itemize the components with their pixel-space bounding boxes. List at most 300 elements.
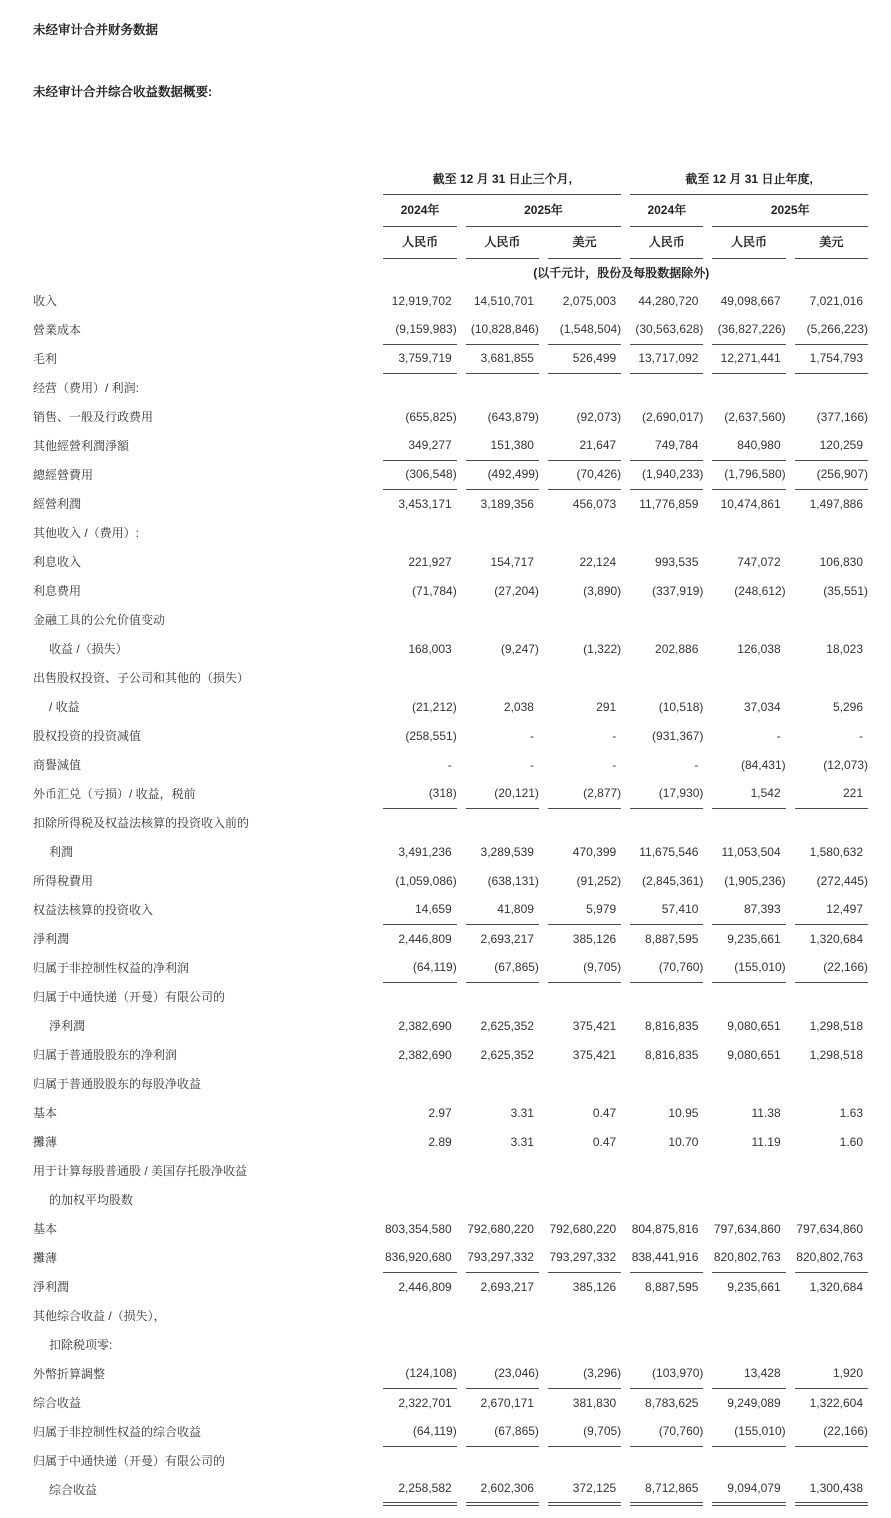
period-header-row: [33, 164, 868, 194]
cell-value: [457, 1301, 539, 1330]
value-text: 8,783,625: [645, 1395, 699, 1410]
value-text: 2,382,690: [398, 1047, 452, 1062]
value-text: 14,659: [415, 902, 452, 916]
table-row: [33, 692, 868, 721]
cell-value: [374, 663, 456, 692]
row-label: 所得稅費用: [33, 874, 94, 888]
cell-value: [703, 1475, 785, 1504]
value-text: 221: [842, 786, 863, 800]
table-row: [33, 489, 868, 518]
cell-value: [703, 547, 785, 576]
value-text: (67,865): [494, 1424, 539, 1438]
value-text: 13,428: [743, 1366, 781, 1380]
cell-value: [786, 1388, 868, 1417]
row-label: 归属于非控制性权益的综合收益: [33, 1425, 202, 1439]
cell-value: [457, 837, 539, 866]
cell-value: [786, 837, 868, 866]
cell-value: [374, 924, 456, 953]
value-text: (10,518): [658, 699, 704, 714]
table-row: [33, 1069, 868, 1098]
value-text: (12,073): [823, 757, 868, 772]
currency-header-cell: [621, 226, 703, 258]
row-label: 經營利潤: [33, 497, 82, 511]
value-text: 747,072: [737, 554, 781, 569]
cell-value: [786, 663, 868, 692]
header-spacer: [33, 258, 374, 286]
row-label: 用于计算每股普通股 / 美国存托股净收益: [33, 1164, 248, 1178]
value-text: -: [859, 728, 863, 743]
cell-value: [457, 924, 539, 953]
row-label: 出售股权投资、子公司和其他的（损失）: [33, 671, 250, 685]
value-text: 2,382,690: [398, 1018, 452, 1033]
unit-note-row: [33, 258, 868, 286]
cell-value: [539, 1098, 621, 1127]
row-label: 归属于普通股股东的净利润: [33, 1048, 178, 1062]
cell-value: [786, 779, 868, 808]
cell-value: [621, 460, 703, 489]
cell-value: [539, 1446, 621, 1475]
table-row: [33, 1446, 868, 1475]
value-text: 349,277: [408, 438, 452, 452]
value-text: (20,121): [494, 786, 539, 800]
cell-value: [457, 1272, 539, 1301]
row-label: 扣除税项零:: [49, 1338, 113, 1352]
cell-value: [621, 315, 703, 344]
value-text: 12,271,441: [720, 351, 781, 365]
value-text: (931,367): [652, 728, 704, 743]
row-label: / 收益: [49, 700, 80, 714]
currency-header: 美元: [548, 226, 621, 259]
cell-value: [374, 431, 456, 460]
cell-value: [539, 953, 621, 982]
value-text: (64,119): [412, 1424, 457, 1438]
year-header-cell: [621, 194, 703, 226]
value-text: 168,003: [408, 641, 452, 656]
cell-value: [786, 460, 868, 489]
row-label: 经营（费用）/ 利润:: [33, 381, 140, 395]
cell-value: [539, 1040, 621, 1069]
value-text: (71,784): [412, 583, 457, 598]
cell-value: [786, 1359, 868, 1388]
value-text: (92,073): [576, 409, 622, 424]
value-text: (306,548): [405, 467, 457, 481]
table-row: [33, 1011, 868, 1040]
value-text: 792,680,220: [467, 1221, 534, 1236]
row-label: 總經營費用: [33, 468, 94, 482]
value-text: (1,059,086): [395, 873, 457, 888]
value-text: (258,551): [405, 728, 457, 743]
value-text: 2,258,582: [398, 1480, 452, 1495]
cell-value: [703, 1388, 785, 1417]
value-text: 2,625,352: [480, 1047, 534, 1062]
unit-note-cell: [374, 258, 868, 286]
table-row: [33, 1272, 868, 1301]
cell-value: [703, 982, 785, 1011]
value-text: (9,247): [500, 641, 539, 656]
cell-value: [457, 692, 539, 721]
cell-value: [539, 1214, 621, 1243]
cell-value: [703, 808, 785, 837]
cell-value: [621, 431, 703, 460]
value-text: (17,930): [658, 786, 704, 800]
cell-value: [621, 1388, 703, 1417]
value-text: 9,080,651: [727, 1018, 781, 1033]
value-text: (5,266,223): [806, 322, 868, 336]
cell-value: [457, 1446, 539, 1475]
value-text: (84,431): [740, 757, 786, 772]
cell-value: [374, 1475, 456, 1504]
cell-value: [457, 1156, 539, 1185]
value-text: 10,474,861: [720, 496, 781, 511]
cell-value: [539, 1417, 621, 1446]
value-text: 820,802,763: [713, 1250, 781, 1264]
cell-value: [374, 344, 456, 373]
value-text: 120,259: [819, 438, 863, 452]
value-text: 2,446,809: [398, 1279, 452, 1294]
value-text: 797,634,860: [713, 1221, 781, 1236]
value-text: 375,421: [572, 1047, 617, 1062]
row-label: 金融工具的公允价值变动: [33, 613, 166, 627]
cell-value: [539, 431, 621, 460]
value-text: 793,297,332: [549, 1250, 617, 1264]
year-header: 2024年: [630, 194, 703, 227]
value-text: 2.89: [428, 1134, 452, 1149]
row-label: 利潤: [49, 845, 74, 859]
row-label: 外币汇兑（亏损）/ 收益，税前: [33, 787, 196, 801]
cell-value: [703, 576, 785, 605]
cell-value: [703, 1214, 785, 1243]
cell-value: [703, 663, 785, 692]
value-text: 372,125: [572, 1480, 617, 1495]
cell-value: [621, 1040, 703, 1069]
row-label: 利息费用: [33, 584, 82, 598]
row-label: 營業成本: [33, 323, 82, 337]
table-row: [33, 750, 868, 779]
value-text: -: [694, 757, 699, 772]
cell-value: [786, 634, 868, 663]
value-text: (318): [428, 786, 457, 800]
value-text: (3,296): [583, 1366, 622, 1380]
cell-value: [539, 605, 621, 634]
cell-value: [374, 1098, 456, 1127]
value-text: 803,354,580: [384, 1221, 452, 1236]
cell-value: [539, 1359, 621, 1388]
value-text: 1,320,684: [809, 1279, 863, 1294]
value-text: 11.38: [751, 1105, 781, 1120]
cell-value: [621, 1156, 703, 1185]
value-text: 2,446,809: [398, 931, 452, 946]
cell-value: [374, 779, 456, 808]
value-text: 2,038: [503, 699, 534, 714]
cell-value: [703, 1330, 785, 1359]
cell-value: [457, 634, 539, 663]
cell-value: [374, 1359, 456, 1388]
cell-value: [703, 692, 785, 721]
cell-value: [457, 402, 539, 431]
row-label: 扣除所得税及权益法核算的投资收入前的: [33, 816, 250, 830]
cell-value: [539, 315, 621, 344]
cell-value: [457, 1359, 539, 1388]
value-text: (1,322): [583, 641, 622, 656]
cell-value: [374, 953, 456, 982]
cell-value: [621, 286, 703, 315]
cell-value: [703, 721, 785, 750]
cell-value: [703, 315, 785, 344]
cell-value: [703, 489, 785, 518]
value-text: 0.47: [592, 1134, 617, 1149]
cell-value: [786, 1127, 868, 1156]
value-text: (1,796,580): [724, 467, 786, 481]
cell-value: [539, 634, 621, 663]
cell-value: [786, 1272, 868, 1301]
value-text: 381,830: [572, 1395, 617, 1410]
cell-value: [374, 982, 456, 1011]
cell-value: [539, 460, 621, 489]
cell-value: [621, 518, 703, 547]
value-text: (67,865): [494, 960, 539, 974]
value-text: (64,119): [412, 960, 457, 974]
value-text: (1,548,504): [559, 322, 622, 336]
cell-value: [786, 721, 868, 750]
table-row: [33, 837, 868, 866]
value-text: (272,445): [816, 873, 868, 888]
cell-value: [457, 1098, 539, 1127]
row-label: 权益法核算的投资收入: [33, 903, 154, 917]
table-row: [33, 895, 868, 924]
cell-value: [703, 518, 785, 547]
value-text: 9,094,079: [727, 1480, 781, 1495]
table-row: [33, 634, 868, 663]
row-label: 其他收入 /（费用）:: [33, 526, 140, 540]
cell-value: [457, 576, 539, 605]
value-text: (91,252): [576, 873, 622, 888]
value-text: 151,380: [490, 438, 534, 452]
cell-value: [457, 895, 539, 924]
value-text: 2,075,003: [562, 293, 617, 308]
cell-value: [457, 808, 539, 837]
currency-header: 人民币: [712, 226, 785, 259]
cell-value: [621, 1359, 703, 1388]
value-text: 1,298,518: [809, 1047, 863, 1062]
cell-value: [786, 431, 868, 460]
value-text: (1,940,233): [642, 467, 704, 481]
cell-value: [374, 460, 456, 489]
table-row: [33, 866, 868, 895]
value-text: 2,670,171: [480, 1395, 534, 1410]
cell-value: [786, 489, 868, 518]
cell-value: [621, 1330, 703, 1359]
value-text: (155,010): [734, 960, 786, 974]
table-body: [33, 286, 868, 1504]
currency-header-row: [33, 226, 868, 258]
row-label: 销售、一般及行政费用: [33, 410, 154, 424]
value-text: 456,073: [572, 496, 617, 511]
table-row: [33, 1127, 868, 1156]
cell-value: [374, 808, 456, 837]
cell-value: [703, 1301, 785, 1330]
value-text: 375,421: [572, 1018, 617, 1033]
cell-value: [374, 402, 456, 431]
cell-value: [621, 982, 703, 1011]
row-label: 基本: [33, 1222, 58, 1236]
cell-value: [374, 692, 456, 721]
cell-value: [457, 1040, 539, 1069]
value-text: (155,010): [734, 1424, 786, 1438]
table-row: [33, 286, 868, 315]
value-text: 792,680,220: [549, 1221, 617, 1236]
cell-value: [457, 460, 539, 489]
cell-value: [703, 1446, 785, 1475]
table-row: [33, 373, 868, 402]
value-text: 526,499: [572, 351, 617, 365]
table-row: [33, 315, 868, 344]
cell-value: [539, 402, 621, 431]
value-text: (103,970): [652, 1366, 704, 1380]
value-text: (124,108): [405, 1366, 457, 1380]
cell-value: [621, 1185, 703, 1214]
table-row: [33, 431, 868, 460]
table-row: [33, 1301, 868, 1330]
cell-value: [539, 982, 621, 1011]
value-text: -: [529, 757, 534, 772]
row-label: 综合收益: [33, 1396, 82, 1410]
value-text: (22,166): [823, 1424, 868, 1438]
value-text: 2,693,217: [480, 1279, 534, 1294]
cell-value: [703, 1069, 785, 1098]
cell-value: [621, 1098, 703, 1127]
cell-value: [374, 1388, 456, 1417]
cell-value: [457, 1475, 539, 1504]
cell-value: [539, 489, 621, 518]
cell-value: [786, 547, 868, 576]
cell-value: [703, 373, 785, 402]
table-row: [33, 1475, 868, 1504]
value-text: 993,535: [655, 554, 699, 569]
cell-value: [539, 576, 621, 605]
value-text: 202,886: [655, 641, 699, 656]
cell-value: [786, 982, 868, 1011]
cell-value: [621, 1069, 703, 1098]
cell-value: [786, 1417, 868, 1446]
value-text: 3,759,719: [398, 351, 452, 365]
cell-value: [621, 634, 703, 663]
value-text: 18,023: [826, 641, 863, 656]
year-header-cell: [703, 194, 868, 226]
cell-value: [374, 1330, 456, 1359]
table-row: [33, 1098, 868, 1127]
table-row: [33, 721, 868, 750]
cell-value: [457, 866, 539, 895]
cell-value: [621, 605, 703, 634]
cell-value: [457, 663, 539, 692]
currency-header-cell: [703, 226, 785, 258]
value-text: 87,393: [743, 902, 781, 916]
value-text: 1,542: [750, 786, 781, 800]
value-text: 11.19: [751, 1134, 781, 1149]
cell-value: [539, 1272, 621, 1301]
cell-value: [374, 518, 456, 547]
cell-value: [621, 489, 703, 518]
cell-value: [457, 344, 539, 373]
row-label: 商譽減值: [33, 758, 82, 772]
cell-value: [539, 373, 621, 402]
value-text: 7,021,016: [809, 293, 863, 308]
value-text: (70,760): [658, 1424, 704, 1438]
cell-value: [786, 1243, 868, 1272]
cell-value: [703, 286, 785, 315]
value-text: 12,919,702: [391, 293, 452, 308]
value-text: 3,289,539: [480, 844, 534, 859]
cell-value: [621, 1301, 703, 1330]
cell-value: [621, 373, 703, 402]
cell-value: [786, 518, 868, 547]
row-label: 攤薄: [33, 1251, 58, 1265]
value-text: 8,887,595: [645, 931, 699, 946]
cell-value: [621, 1446, 703, 1475]
value-text: 3.31: [510, 1134, 534, 1149]
cell-value: [703, 431, 785, 460]
cell-value: [539, 1301, 621, 1330]
row-label: 基本: [33, 1106, 58, 1120]
cell-value: [621, 721, 703, 750]
cell-value: [374, 1156, 456, 1185]
currency-header: 人民币: [630, 226, 703, 259]
cell-value: [703, 837, 785, 866]
value-text: 21,647: [579, 438, 617, 452]
year-header-cell: [457, 194, 621, 226]
cell-value: [457, 721, 539, 750]
cell-value: [539, 924, 621, 953]
value-text: 836,920,680: [384, 1250, 452, 1264]
cell-value: [703, 924, 785, 953]
cell-value: [374, 1301, 456, 1330]
cell-value: [786, 1446, 868, 1475]
cell-value: [539, 837, 621, 866]
cell-value: [786, 895, 868, 924]
cell-value: [786, 344, 868, 373]
row-label: 攤薄: [33, 1135, 58, 1149]
cell-value: [539, 895, 621, 924]
currency-header: 美元: [795, 226, 868, 259]
cell-value: [457, 1127, 539, 1156]
table-row: [33, 344, 868, 373]
table-row: [33, 605, 868, 634]
value-text: (3,890): [583, 583, 622, 598]
value-text: 8,887,595: [645, 1279, 699, 1294]
currency-header: 人民币: [383, 226, 456, 259]
cell-value: [703, 1098, 785, 1127]
cell-value: [457, 286, 539, 315]
row-label: 利息收入: [33, 555, 82, 569]
value-text: (256,907): [816, 467, 868, 481]
period-header-annual: 截至 12 月 31 日止年度,: [630, 164, 868, 195]
table-row: [33, 402, 868, 431]
row-label: 收益 /（损失）: [49, 642, 128, 656]
cell-value: [621, 750, 703, 779]
value-text: 840,980: [737, 438, 781, 452]
table-row: [33, 779, 868, 808]
table-row: [33, 460, 868, 489]
value-text: 126,038: [737, 641, 781, 656]
value-text: 9,235,661: [727, 931, 781, 946]
cell-value: [539, 750, 621, 779]
cell-value: [621, 837, 703, 866]
cell-value: [621, 1127, 703, 1156]
cell-value: [374, 634, 456, 663]
value-text: -: [776, 728, 781, 743]
value-text: 57,410: [661, 902, 699, 916]
header-spacer: [33, 226, 374, 258]
